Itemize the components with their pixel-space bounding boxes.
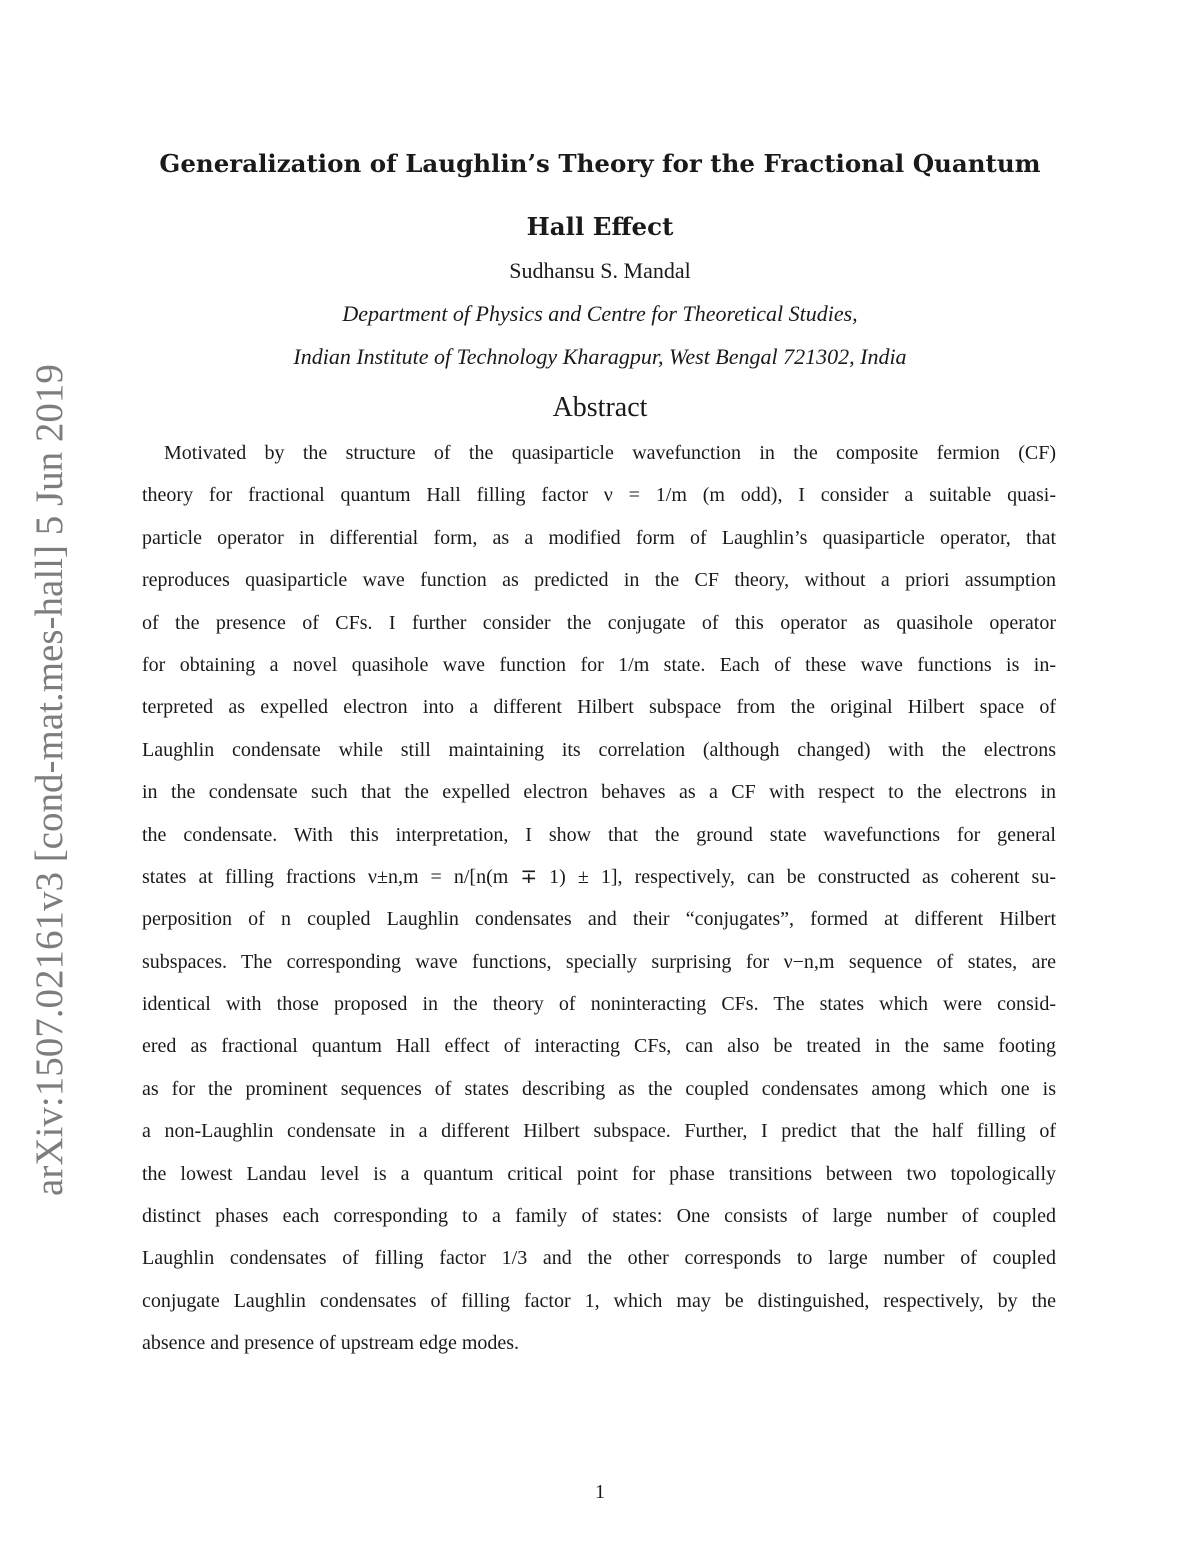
abstract-line: Laughlin condensate while still maintaining its correlation (although changed) with the electrons [142, 738, 1056, 761]
abstract-line: in the condensate such that the expelled electron behaves as a CF with respect to the electrons in [142, 781, 1056, 804]
paper-title [140, 132, 1060, 258]
abstract-line: states at filling fractions ν±n,m = n/[n(m ∓ 1) ± 1], respectively, can be constructed as coherent su- [142, 865, 1056, 888]
abstract-line: subspaces. The corresponding wave functions, specially surprising for ν−n,m sequence of states, are [142, 950, 1056, 973]
abstract-line: theory for fractional quantum Hall filling factor ν = 1/m (m odd), I consider a suitable quasi- [142, 484, 1056, 507]
author-name: Sudhansu S. Mandal [509, 258, 691, 283]
abstract-heading: Abstract [552, 392, 648, 423]
abstract-line: Motivated by the structure of the quasiparticle wavefunction in the composite fermion (CF) [164, 442, 1056, 464]
abstract-body [142, 435, 1056, 1368]
abstract-line: distinct phases each corresponding to a family of states: One consists of large number of coupled [142, 1205, 1056, 1228]
abstract-line: as for the prominent sequences of states describing as the coupled condensates among which one is [142, 1077, 1056, 1100]
abstract-line: ered as fractional quantum Hall effect of interacting CFs, can also be treated in the same footing [142, 1035, 1056, 1058]
abstract-line: particle operator in differential form, as a modified form of Laughlin’s quasiparticle operator, that [142, 526, 1056, 549]
abstract-line: a non-Laughlin condensate in a different Hilbert subspace. Further, I predict that the half filling of [142, 1120, 1056, 1143]
affiliation-line-2: Indian Institute of Technology Kharagpur, West Bengal 721302, India [293, 344, 907, 369]
abstract-line: terpreted as expelled electron into a different Hilbert subspace from the original Hilbert space of [142, 696, 1056, 719]
abstract-line: conjugate Laughlin condensates of filling factor 1, which may be distinguished, respectively, by the [142, 1289, 1056, 1312]
page-number: 1 [595, 1481, 605, 1503]
arxiv-identifier-stamp[interactable]: arXiv:1507.02161v3 [cond-mat.mes-hall] 5 Jun 2019 [28, 364, 71, 1196]
abstract-line: for obtaining a novel quasihole wave function for 1/m state. Each of these wave functions is in- [142, 653, 1056, 676]
abstract-line: identical with those proposed in the theory of noninteracting CFs. The states which were consid- [142, 993, 1056, 1016]
abstract-line: the lowest Landau level is a quantum critical point for phase transitions between two topologically [142, 1162, 1056, 1185]
title-line-2: Hall Effect [526, 212, 674, 241]
abstract-line: reproduces quasiparticle wave function as predicted in the CF theory, without a priori assumption [142, 569, 1056, 592]
affiliation-line-1: Department of Physics and Centre for Theoretical Studies, [342, 301, 858, 326]
abstract-line: absence and presence of upstream edge modes. [142, 1332, 520, 1355]
abstract-line: Laughlin condensates of filling factor 1/3 and the other corresponds to large number of coupled [142, 1247, 1056, 1270]
abstract-line: of the presence of CFs. I further consider the conjugate of this operator as quasihole operator [142, 611, 1056, 634]
abstract-line: the condensate. With this interpretation, I show that the ground state wavefunctions for general [142, 823, 1056, 846]
title-line-1: Generalization of Laughlin’s Theory for the Fractional Quantum [159, 149, 1041, 178]
abstract-line: perposition of n coupled Laughlin condensates and their “conjugates”, formed at different Hilbert [142, 908, 1056, 931]
